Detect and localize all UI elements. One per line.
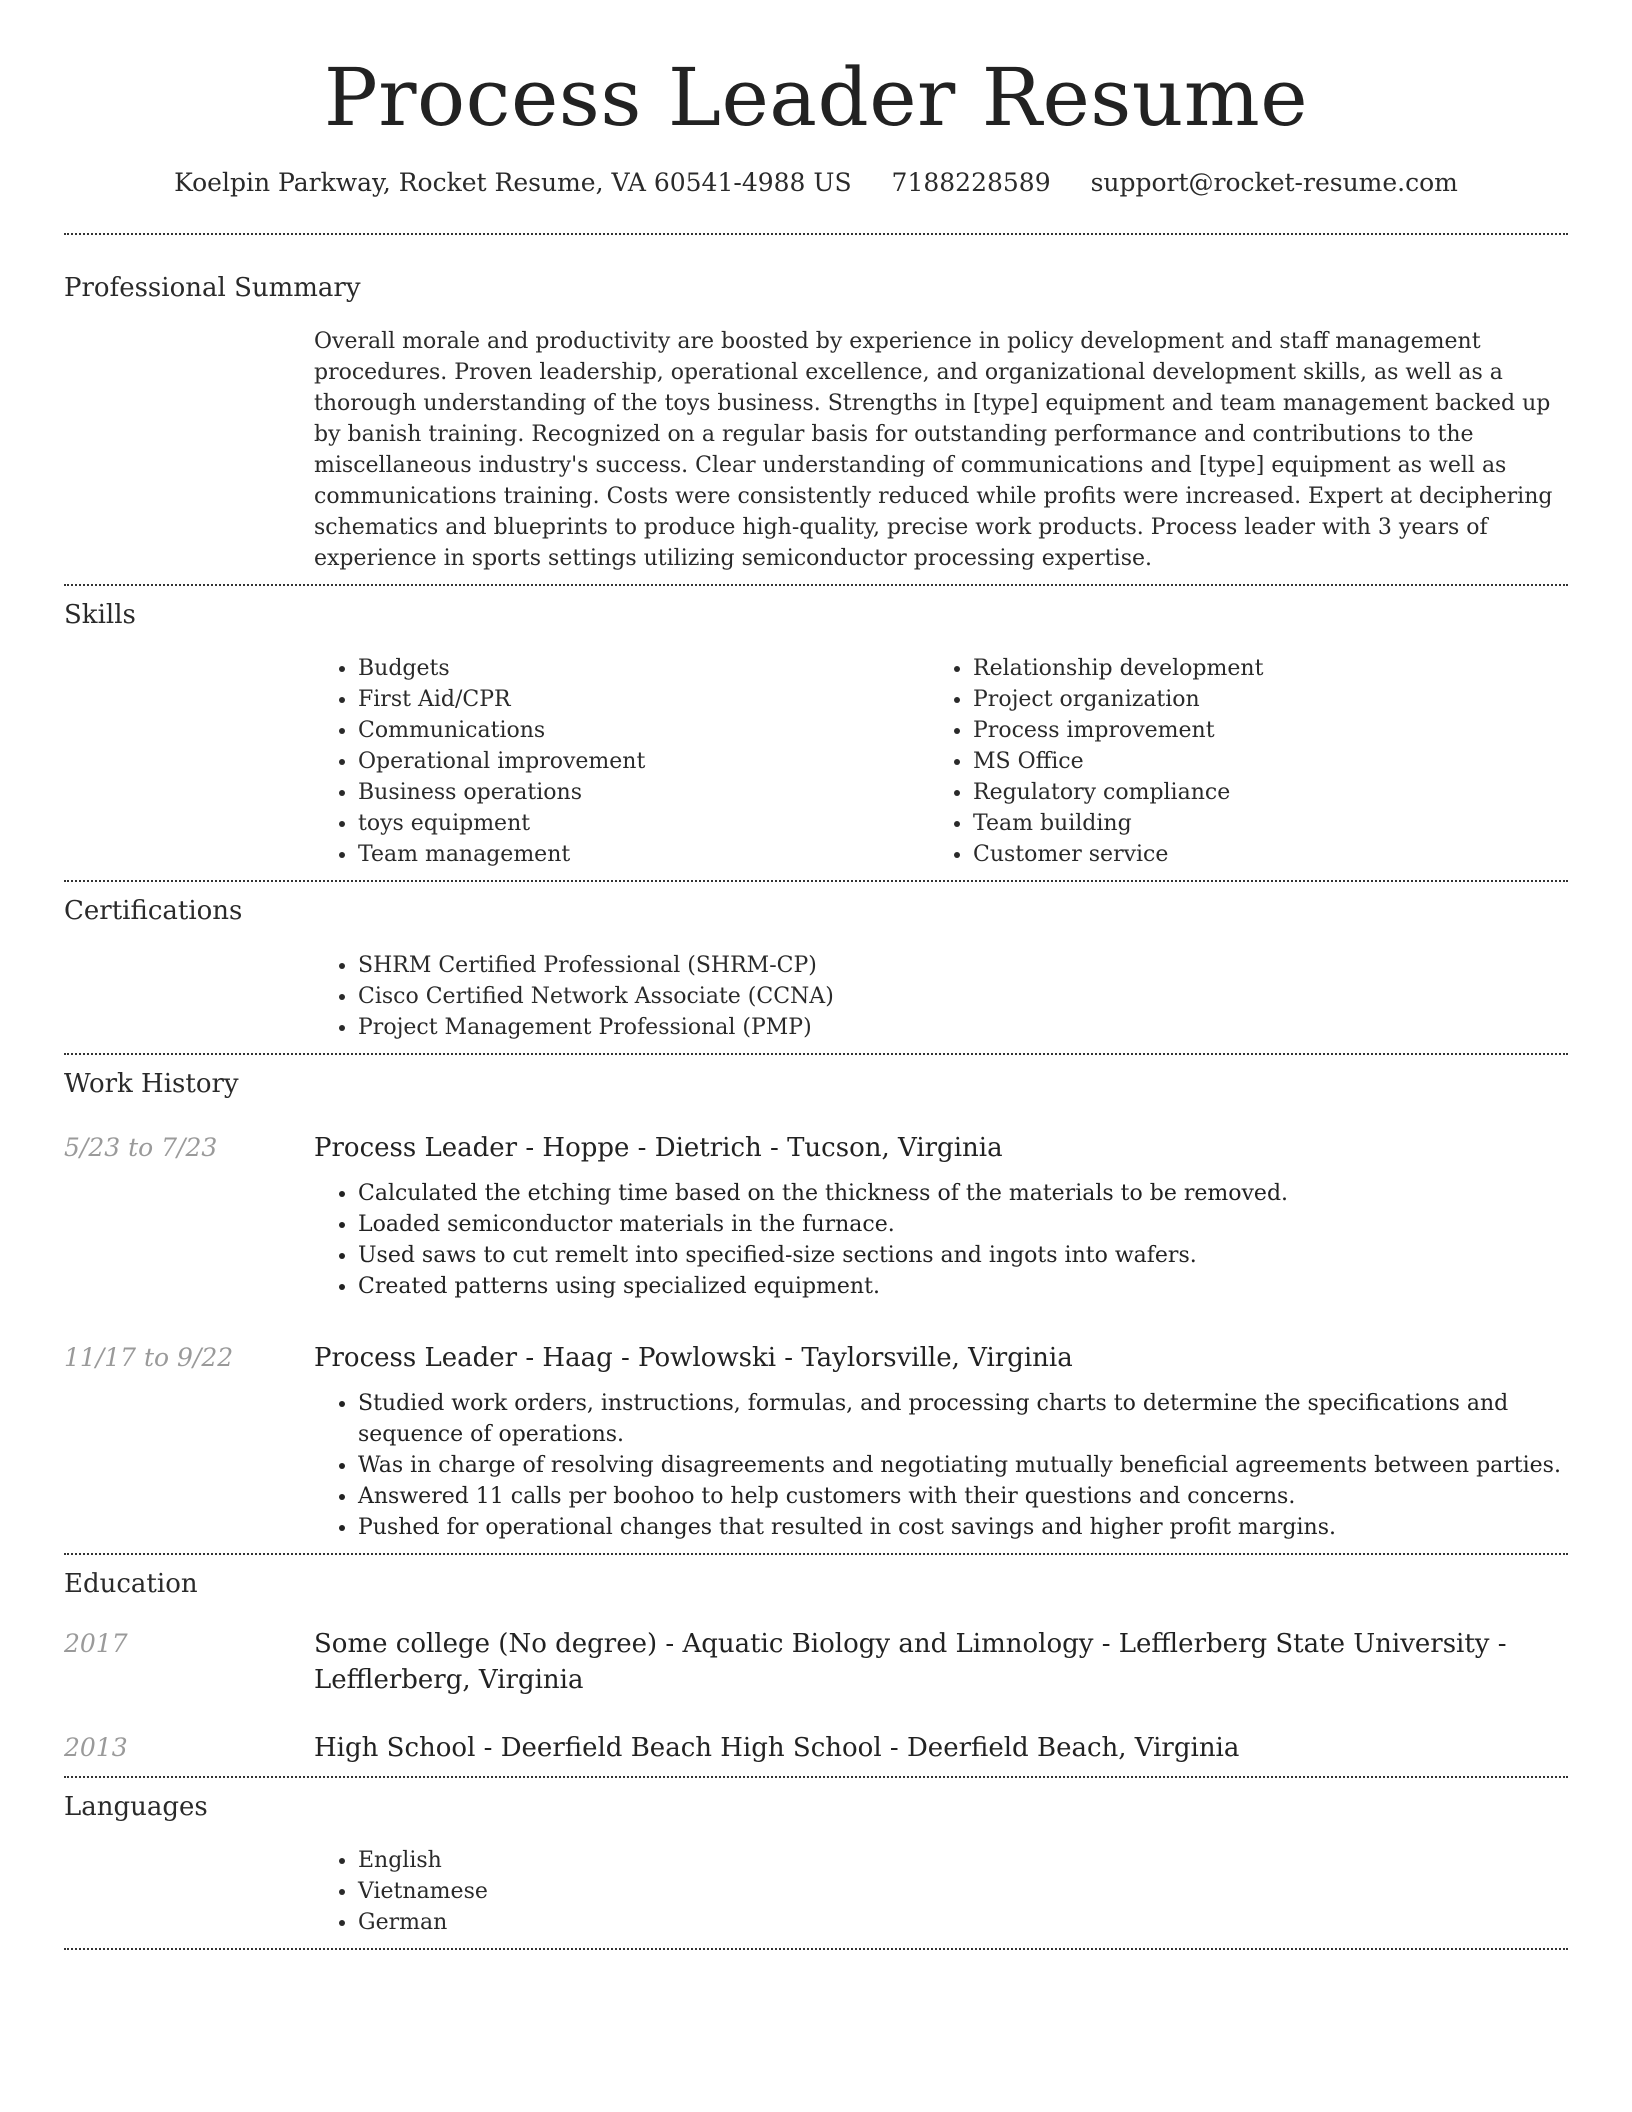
- certifications-section: [64, 882, 1568, 1052]
- skill-item: • Operational improvement: [358, 746, 929, 777]
- job-bullet: • Created patterns using specialized equipment.: [358, 1271, 1568, 1302]
- skill-item: • Budgets: [358, 653, 929, 684]
- skill-item: • First Aid/CPR: [358, 684, 929, 715]
- section-title-certifications: Certifications: [64, 896, 243, 927]
- languages-section: [64, 1778, 1568, 1948]
- skill-item: • Regulatory compliance: [973, 777, 1544, 808]
- skills-list-right: [929, 653, 1544, 870]
- contact-line: [0, 168, 1632, 197]
- job-dates: 5/23 to 7/23: [64, 1132, 218, 1162]
- summary-section: [64, 235, 1568, 584]
- job-bullet: • Studied work orders, instructions, formulas, and processing charts to determine the specifications and sequence of operations.: [358, 1388, 1568, 1450]
- skill-item: • Team building: [973, 808, 1544, 839]
- section-title-languages: Languages: [64, 1791, 208, 1822]
- education-details: [314, 1626, 1568, 1698]
- job-bullet: • Used saws to cut remelt into specified-size sections and ingots into wafers.: [358, 1240, 1568, 1271]
- section-title-work: Work History: [64, 1068, 239, 1099]
- education-entry: [64, 1730, 1568, 1766]
- divider: [64, 1948, 1568, 1950]
- summary-body: [314, 326, 1568, 584]
- job-bullet: • Calculated the etching time based on the thickness of the materials to be removed.: [358, 1178, 1568, 1209]
- summary-text: Overall morale and productivity are boosted by experience in policy development and staff management procedures. Proven leadership, operational excellence, and organizational development skills, as well as a thorough understanding of the toys business. Strengths in [type] equipment and team management backed up by banish training. Recognized on a regular basis for outstanding performance and contributions to the miscellaneous industry's success. Clear understanding of communications and [type] equipment as well as communications training. Costs were consistently reduced while profits were increased. Expert at deciphering schematics and blueprints to produce high-quality, precise work products. Process leader with 3 years of experience in sports settings utilizing semiconductor processing expertise.: [314, 329, 1553, 572]
- education-entry: [64, 1626, 1568, 1698]
- skills-grid: [314, 653, 1568, 870]
- skills-section: [64, 586, 1568, 880]
- education-year: 2017: [64, 1628, 128, 1658]
- certifications-list: [314, 950, 1568, 1043]
- job-bullet: • Loaded semiconductor materials in the furnace.: [358, 1209, 1568, 1240]
- certification-item: • SHRM Certified Professional (SHRM-CP): [358, 950, 1568, 981]
- skill-item: • Business operations: [358, 777, 929, 808]
- skill-item: • Customer service: [973, 839, 1544, 870]
- skill-item: • Team management: [358, 839, 929, 870]
- resume-title: Process Leader Resume: [323, 51, 1309, 144]
- skill-item: • Process improvement: [973, 715, 1544, 746]
- job-bullet: • Answered 11 calls per boohoo to help customers with their questions and concerns.: [358, 1481, 1568, 1512]
- skills-column-right: [929, 653, 1544, 870]
- language-item: • German: [358, 1907, 1568, 1938]
- job-bullet-list: [314, 1178, 1568, 1302]
- address: Koelpin Parkway, Rocket Resume, VA 60541-4988 US: [174, 168, 852, 197]
- education-text: High School - Deerfield Beach High School - Deerfield Beach, Virginia: [314, 1732, 1240, 1763]
- certification-item: • Cisco Certified Network Associate (CCNA): [358, 981, 1568, 1012]
- skill-item: • MS Office: [973, 746, 1544, 777]
- languages-list: [314, 1845, 1568, 1938]
- job-title: Process Leader - Hoppe - Dietrich - Tucson, Virginia: [314, 1132, 1003, 1163]
- skills-list-left: [314, 653, 929, 870]
- languages-body: [314, 1845, 1568, 1948]
- skills-column-left: [314, 653, 929, 870]
- language-item: • English: [358, 1845, 1568, 1876]
- job-details: [314, 1340, 1568, 1543]
- education-details: [314, 1730, 1568, 1766]
- section-title-education: Education: [64, 1568, 198, 1599]
- job-bullets: [314, 1178, 1568, 1302]
- education-text: Some college (No degree) - Aquatic Biology and Limnology - Lefflerberg State University - Lefflerberg, Virginia: [314, 1628, 1507, 1695]
- education-section: [64, 1555, 1568, 1776]
- language-item: • Vietnamese: [358, 1876, 1568, 1907]
- job-entry: [64, 1130, 1568, 1302]
- certifications-body: [314, 950, 1568, 1053]
- job-entry: [64, 1340, 1568, 1543]
- job-bullet: • Pushed for operational changes that resulted in cost savings and higher profit margins.: [358, 1512, 1568, 1543]
- job-bullet: • Was in charge of resolving disagreements and negotiating mutually beneficial agreements between parties.: [358, 1450, 1568, 1481]
- skill-item: • Relationship development: [973, 653, 1544, 684]
- skill-item: • toys equipment: [358, 808, 929, 839]
- section-title-skills: Skills: [64, 600, 136, 631]
- spacer: [64, 1766, 1568, 1776]
- skill-item: • Project organization: [973, 684, 1544, 715]
- job-details: [314, 1130, 1568, 1302]
- section-title-summary: Professional Summary: [64, 273, 361, 303]
- spacer: [64, 1543, 1568, 1553]
- job-dates: 11/17 to 9/22: [64, 1342, 234, 1372]
- phone: 7188228589: [891, 168, 1051, 197]
- skills-body: [314, 653, 1568, 880]
- education-year: 2013: [64, 1732, 128, 1762]
- job-bullets: [314, 1388, 1568, 1543]
- certification-item: • Project Management Professional (PMP): [358, 1012, 1568, 1043]
- skill-item: • Communications: [358, 715, 929, 746]
- email: support@rocket-resume.com: [1090, 168, 1458, 197]
- work-history-section: [64, 1055, 1568, 1553]
- job-title: Process Leader - Haag - Powlowski - Taylorsville, Virginia: [314, 1342, 1073, 1373]
- job-bullet-list: [314, 1388, 1568, 1543]
- resume-header: [0, 0, 1632, 197]
